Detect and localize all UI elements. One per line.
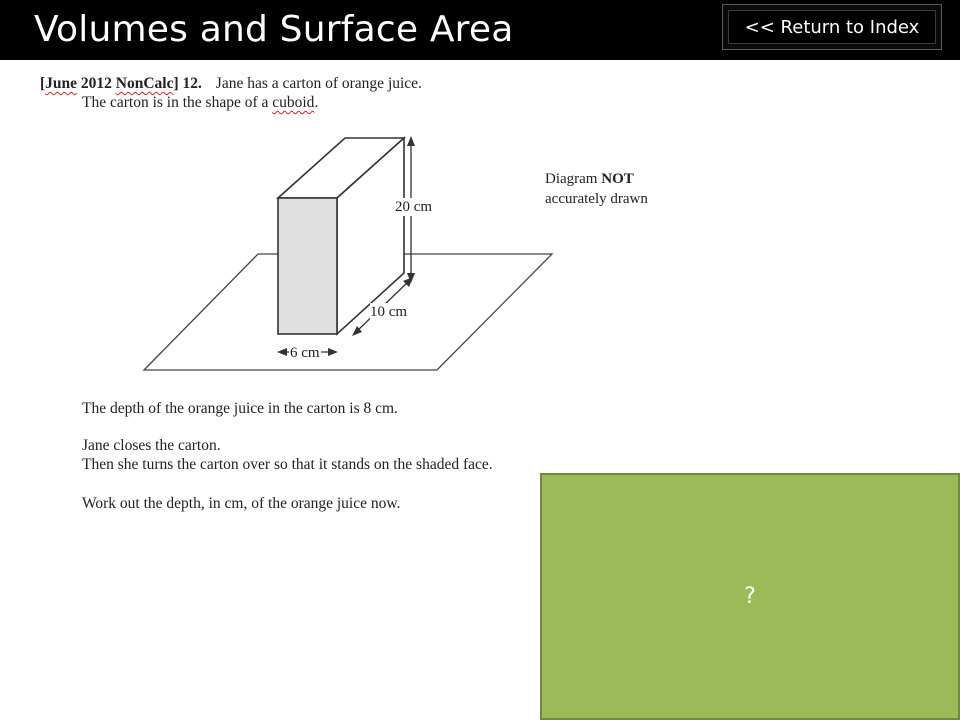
- question-line-3: The depth of the orange juice in the carton is 8 cm.: [82, 400, 398, 417]
- question-reference: [June 2012 NonCalc] 12.: [40, 75, 202, 92]
- header-bar: [0, 0, 960, 60]
- cuboid-diagram: [0, 60, 960, 440]
- diagram-note-line-2: accurately drawn: [545, 191, 648, 207]
- return-to-index-label[interactable]: << Return to Index: [728, 10, 936, 44]
- diagram-note-prefix: Diagram: [545, 171, 602, 187]
- question-line-1: Jane has a carton of orange juice.: [215, 75, 422, 92]
- question-line-6: Work out the depth, in cm, of the orange juice now.: [82, 495, 401, 512]
- shaded-face: [278, 198, 337, 334]
- question-line-4: Jane closes the carton.: [82, 437, 221, 454]
- diagram-note-bold: NOT: [601, 171, 634, 187]
- page-title: Volumes and Surface Area: [34, 9, 514, 50]
- answer-placeholder[interactable]: ?: [744, 584, 756, 609]
- depth-label: 10 cm: [370, 304, 408, 320]
- return-to-index-button[interactable]: [722, 4, 942, 50]
- diagram-note-line-1: [545, 170, 634, 188]
- height-label: 20 cm: [395, 199, 433, 215]
- width-label: 6 cm: [290, 345, 320, 361]
- question-line-5: Then she turns the carton over so that it stands on the shaded face.: [82, 456, 493, 473]
- answer-reveal-button[interactable]: [540, 473, 960, 720]
- question-line-2: The carton is in the shape of a cuboid.: [82, 94, 319, 111]
